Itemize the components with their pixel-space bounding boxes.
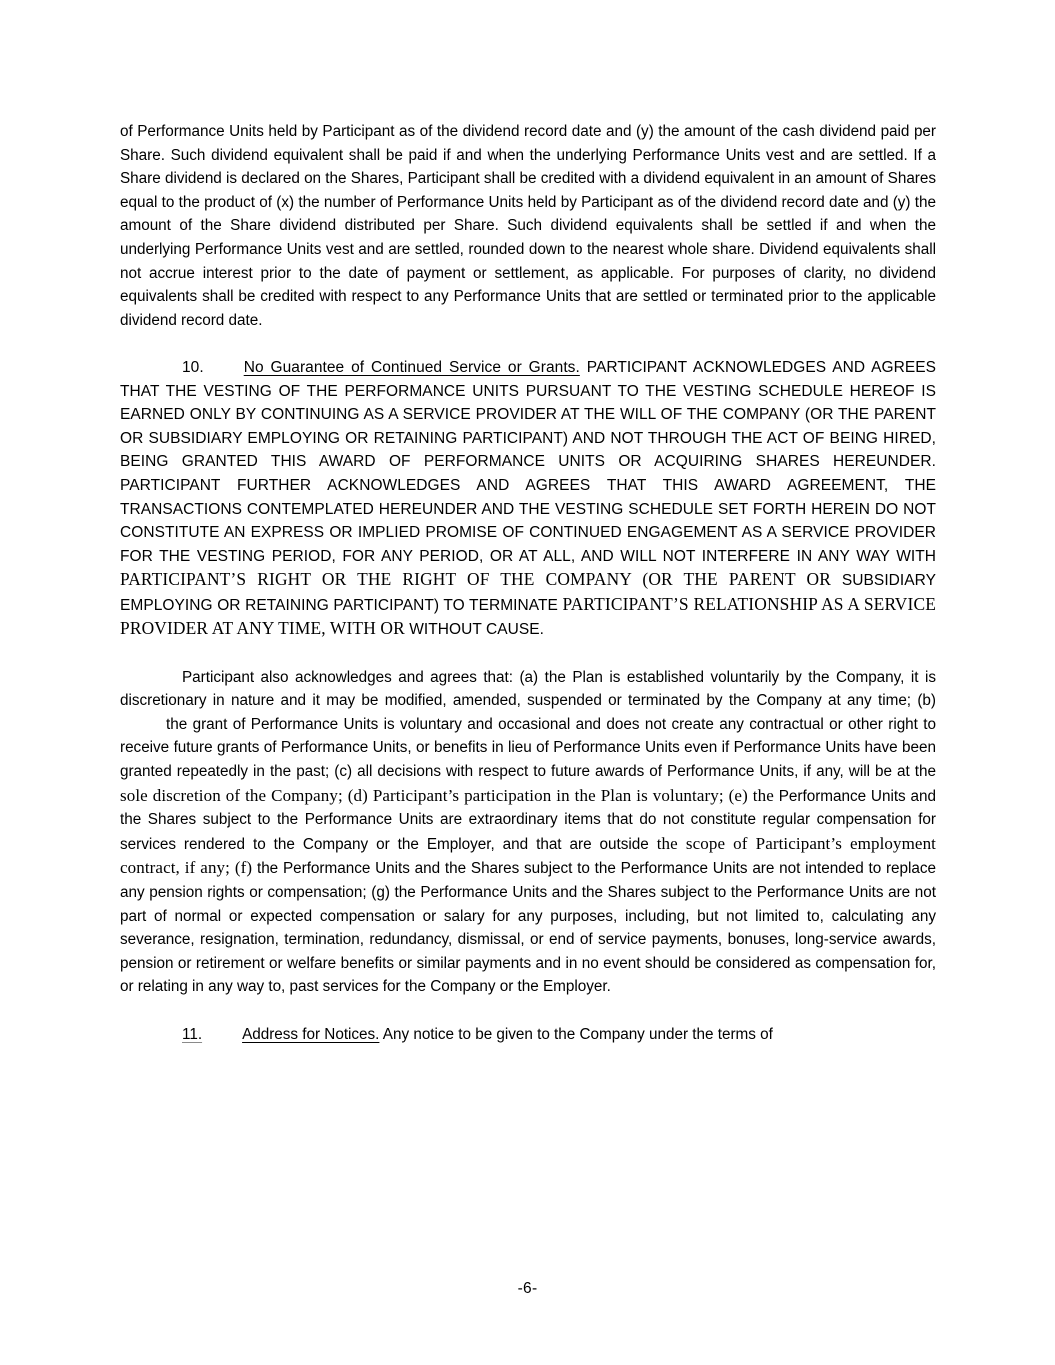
paragraph-participant-acknowledgements — [120, 666, 936, 999]
paragraph-dividend-equivalents: of Performance Units held by Participant as of the dividend record date and (y) the amount of the cash dividend paid per Share. Such dividend equivalent shall be paid if and when the underlying Performance Units vest and are settled. If a Share dividend is declared on the Shares, Participant shall be credited with a dividend equivalent in an amount of Shares equal to the product of (x) the number of Performance Units held by Participant as of the dividend record date and (y) the amount of the Share dividend distributed per Share. Such dividend equivalents shall be settled if and when the underlying Performance Units vest and are settled, rounded down to the nearest whole share. Dividend equivalents shall not accrue interest prior to the date of payment or settlement, as applicable. For purposes of clarity, no dividend equivalents shall be credited with respect to any Performance Units that are settled or terminated prior to the applicable dividend record date. — [120, 123, 936, 329]
section-11-heading: Address for Notices. — [242, 1025, 380, 1043]
page-number-footer: -6- — [517, 1280, 538, 1297]
acknowledgement-run-6: the Performance Units and the Shares subject to the Performance Units are not intended to replace any pension rights or compensation; (g) the Performance Units and the Shares subject to the Performance Units are not part of normal or expected compensation or salary for any purposes, including, but not limited to, calculating any severance, resignation, termination, redundancy, dismissal, or end of service payments, bonuses, long-service awards, pension or retirement or welfare benefits or similar payments and in no event should be considered as compensation for, or relating in any way to, past services for the Company or the Employer. — [120, 860, 937, 996]
acknowledgement-run-4: Performance Units and the Shares subject to the Performance Units are extraordinary items that do not constitute regular compensation for services rendered to the Company or the Employer, and that are outside — [120, 787, 936, 853]
section-10-paragraph — [120, 356, 936, 642]
section-10-caps-serif-run-2: PARTICIPANT’S RELATIONSHIP AS A SERVICE PROVIDER AT ANY TIME, WITH OR — [120, 593, 936, 639]
section-11-paragraph — [120, 1023, 936, 1047]
section-11-text: Any notice to be given to the Company under the terms of — [382, 1025, 773, 1043]
section-10-caps-run-3: WITHOUT CAUSE. — [409, 621, 544, 639]
acknowledgement-serif-run-3: sole discretion of the Company; (d) Participant’s participation in the Plan is voluntary; (e) the — [120, 785, 774, 805]
section-10-caps-run-2: SUBSIDIARY EMPLOYING OR RETAINING PARTICIPANT) TO TERMINATE — [120, 572, 937, 614]
acknowledgement-serif-run-5: the scope of Participant’s employment contract, if any; (f) — [120, 833, 937, 878]
acknowledgement-run-2: the grant of Performance Units is voluntary and occasional and does not create any contractual or other right to receive future grants of Performance Units, or benefits in lieu of Performance Units even if Performance Units have been granted repeatedly in the past; (c) all decisions with respect to future awards of Performance Units, if any, will be at the — [120, 715, 936, 781]
acknowledgement-run-1: Participant also acknowledges and agrees that: (a) the Plan is established voluntarily by the Company, it is discretionary in nature and it may be modified, amended, suspended or terminated by the Company at any time; (b) — [120, 668, 936, 710]
section-10-caps-serif-run-1: PARTICIPANT’S RIGHT OR THE RIGHT OF THE COMPANY (OR THE PARENT OR — [120, 569, 831, 590]
section-10-number: 10. — [182, 358, 204, 376]
section-11-number: 11. — [182, 1025, 203, 1043]
section-10-caps-run-1: PARTICIPANT ACKNOWLEDGES AND AGREES THAT THE VESTING OF THE PERFORMANCE UNITS PURSUANT TO THE VESTING SCHEDULE HEREOF IS EARNED ONLY BY CONTINUING AS A SERVICE PROVIDER AT THE WILL OF THE COMPANY (OR THE PARENT OR SUBSIDIARY EMPLOYING OR RETAINING PARTICIPANT) AND NOT THROUGH THE ACT OF BEING HIRED, BEING GRANTED THIS AWARD OF PERFORMANCE UNITS OR ACQUIRING SHARES HEREUNDER. PARTICIPANT FURTHER ACKNOWLEDGES AND AGREES THAT THIS AWARD AGREEMENT, THE TRANSACTIONS CONTEMPLATED HEREUNDER AND THE VESTING SCHEDULE SET FORTH HEREIN DO NOT CONSTITUTE AN EXPRESS OR IMPLIED PROMISE OF CONTINUED ENGAGEMENT AS A SERVICE PROVIDER FOR THE VESTING PERIOD, FOR ANY PERIOD, OR AT ALL, AND WILL NOT INTERFERE IN ANY WAY WITH — [120, 358, 936, 565]
page-content — [120, 120, 936, 1046]
section-10-heading: No Guarantee of Continued Service or Grants. — [243, 358, 580, 376]
